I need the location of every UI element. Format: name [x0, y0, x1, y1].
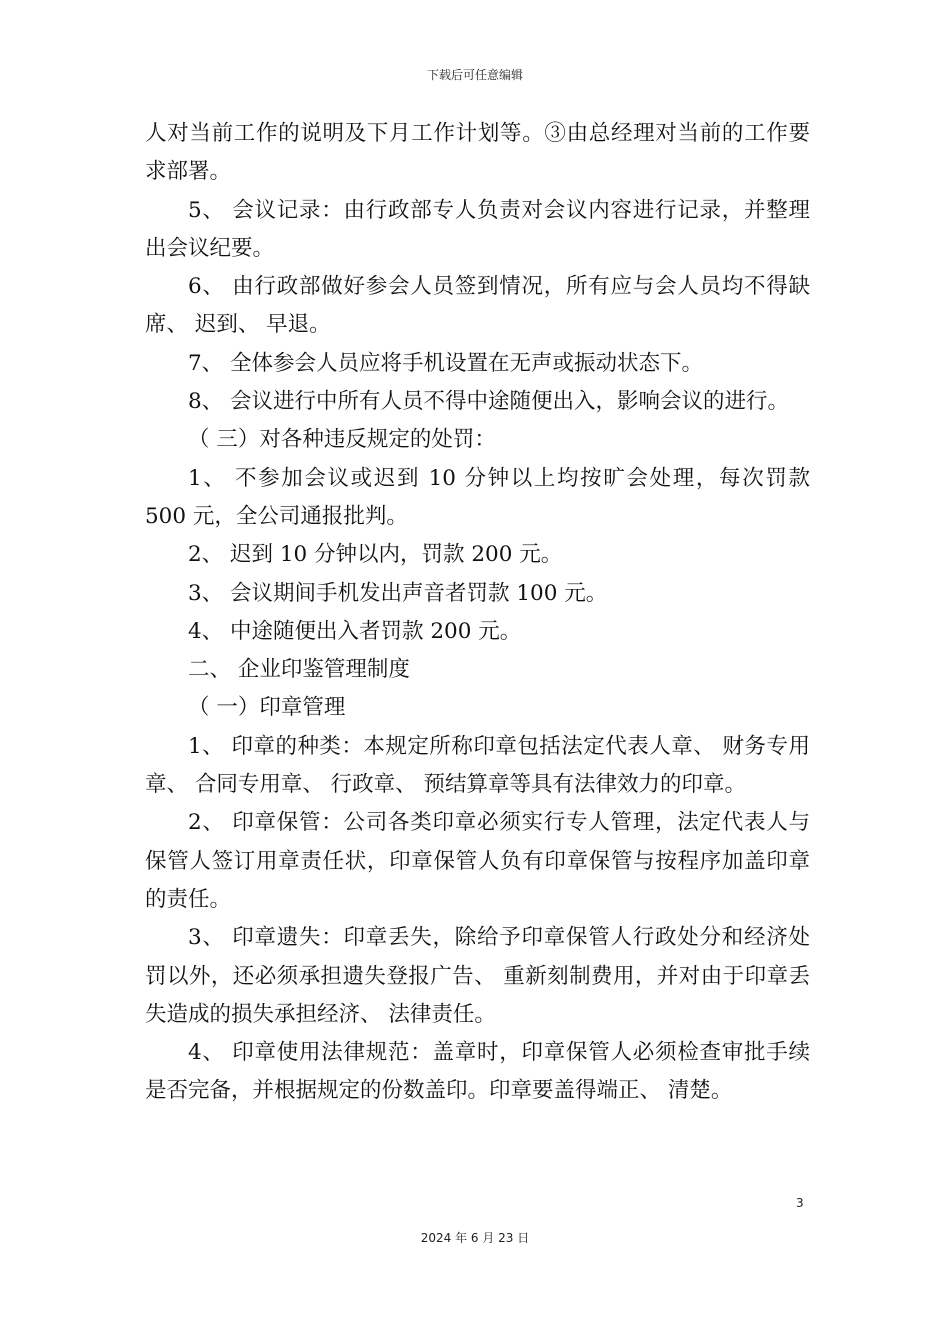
paragraph: 8、 会议进行中所有人员不得中途随便出入，影响会议的进行。 [188, 389, 790, 415]
document-body [145, 115, 810, 1111]
page-header: 下载后可任意编辑 [426, 68, 523, 82]
paragraph: 人对当前工作的说明及下月工作计划等。③由总经理对当前的工作要求部署。 [145, 121, 810, 185]
paragraph: 5、 会议记录：由行政部专人负责对会议内容进行记录，并整理出会议纪要。 [145, 197, 810, 261]
paragraph: 7、 全体参会人员应将手机设置在无声或振动状态下。 [188, 350, 704, 376]
paragraph: 2、 迟到 10 分钟以内，罚款 200 元。 [188, 542, 563, 568]
paragraph: 1、 印章的种类：本规定所称印章包括法定代表人章、 财务专用章、 合同专用章、 行政章、 预结算章等具有法律效力的印章。 [145, 733, 810, 798]
paragraph: 2、 印章保管：公司各类印章必须实行专人管理，法定代表人与保管人签订用章责任状，印章保管人负有印章保管与按程序加盖印章的责任。 [145, 810, 810, 912]
paragraph: 4、 印章使用法律规范：盖章时，印章保管人必须检查审批手续是否完备，并根据规定的份数盖印。印章要盖得端正、 清楚。 [145, 1040, 810, 1104]
paragraph: 6、 由行政部做好参会人员签到情况，所有应与会人员均不得缺席、 迟到、 早退。 [145, 274, 810, 338]
page-number: 3 [796, 1196, 804, 1210]
paragraph: 3、 会议期间手机发出声音者罚款 100 元。 [188, 580, 608, 606]
section-heading: （ 一）印章管理 [188, 695, 346, 721]
paragraph: 3、 印章遗失：印章丢失，除给予印章保管人行政处分和经济处罚以外，还必须承担遗失登报广告、 重新刻制费用，并对由于印章丢失造成的损失承担经济、 法律责任。 [145, 925, 810, 1027]
page-footer-date: 2024 年 6 月 23 日 [420, 1231, 530, 1245]
paragraph: 4、 中途随便出入者罚款 200 元。 [188, 618, 522, 644]
chapter-heading: 二、 企业印鉴管理制度 [188, 657, 410, 683]
paragraph: 1、 不参加会议或迟到 10 分钟以上均按旷会处理，每次罚款 500 元，全公司通报批判。 [145, 465, 810, 529]
section-heading: （ 三）对各种违反规定的处罚： [188, 427, 496, 453]
